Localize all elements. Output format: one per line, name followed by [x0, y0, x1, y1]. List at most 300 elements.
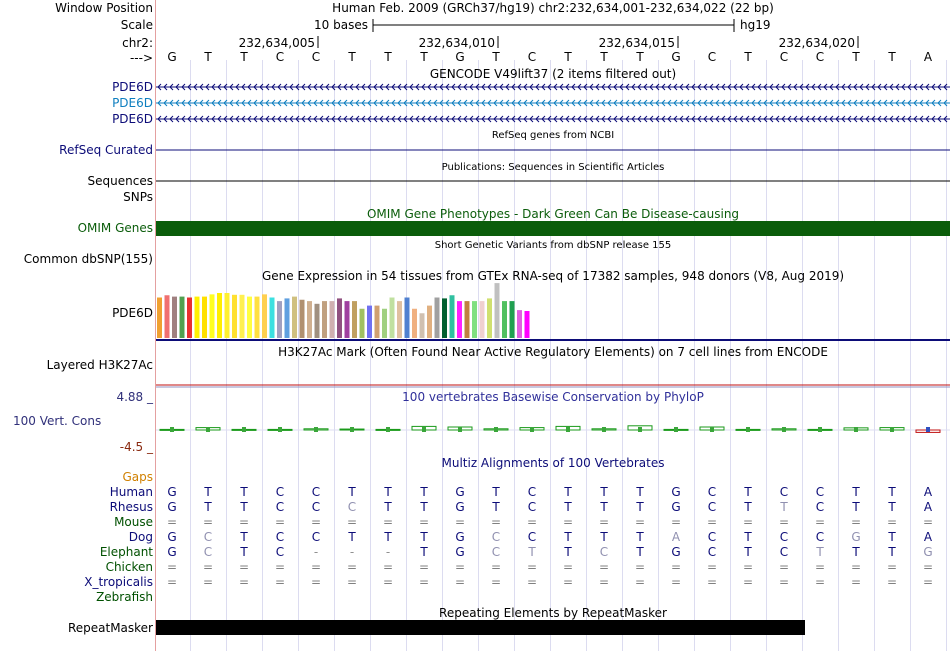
gtex-tissue-bar[interactable] [345, 301, 350, 338]
alignment-base: T [348, 485, 356, 499]
gtex-tissue-bar[interactable] [277, 301, 282, 338]
dbsnp-title: Short Genetic Variants from dbSNP release 155 [434, 240, 672, 251]
alignment-base: = [670, 575, 682, 589]
reference-base: A [923, 50, 933, 64]
alignment-base: C [527, 485, 537, 499]
alignment-base: = [238, 575, 250, 589]
alignment-base: A [923, 500, 933, 514]
gtex-tissue-bar[interactable] [472, 301, 477, 338]
phylop-point [458, 427, 462, 432]
alignment-base: = [202, 515, 214, 529]
gencode-transcript[interactable] [156, 116, 950, 122]
h3k27ac-label[interactable]: Layered H3K27Ac [46, 358, 153, 372]
alignment-base: C [779, 485, 789, 499]
gtex-tissue-bar[interactable] [210, 294, 215, 338]
alignment-base: T [888, 485, 896, 499]
phylop-point [854, 427, 858, 432]
alignment-base: C [707, 485, 717, 499]
alignment-base: = [886, 575, 898, 589]
alignment-base: C [779, 530, 789, 544]
phylop-label[interactable]: 100 Vert. Cons [13, 414, 102, 428]
alignment-base: T [636, 545, 644, 559]
gtex-tissue-bar[interactable] [412, 309, 417, 338]
gtex-tissue-bar[interactable] [337, 298, 342, 338]
alignment-base: = [346, 515, 358, 529]
publications-title: Publications: Sequences in Scientific Articles [441, 162, 665, 173]
alignment-base: = [310, 515, 322, 529]
reference-base: T [852, 50, 860, 64]
alignment-base: T [600, 485, 608, 499]
gtex-tissue-bar[interactable] [330, 301, 335, 338]
gtex-tissue-bar[interactable] [420, 313, 425, 338]
alignment-base: = [598, 515, 610, 529]
multiz-title: Multiz Alignments of 100 Vertebrates [441, 456, 665, 470]
alignment-base: = [814, 515, 826, 529]
alignment-base: T [636, 500, 644, 514]
species-mouse-label[interactable]: Mouse [114, 515, 153, 529]
alignment-base: = [346, 560, 358, 574]
alignment-base: A [923, 530, 933, 544]
reference-base: T [240, 50, 248, 64]
alignment-base: C [275, 530, 285, 544]
alignment-base: = [274, 575, 286, 589]
alignment-base: = [922, 575, 934, 589]
alignment-base: C [491, 545, 501, 559]
alignment-base: - [349, 545, 355, 559]
alignment-base: = [814, 560, 826, 574]
species-chicken-label[interactable]: Chicken [105, 560, 153, 574]
alignment-base: T [600, 530, 608, 544]
alignment-base: = [202, 575, 214, 589]
phylop-point [638, 427, 642, 432]
alignment-base: C [527, 500, 537, 514]
reference-base: T [204, 50, 212, 64]
gencode-title: GENCODE V49lift37 (2 items filtered out) [429, 67, 677, 81]
position-ruler [239, 36, 858, 50]
ruler-position-label: 232,634,020 [778, 36, 855, 50]
phylop-point [422, 427, 426, 432]
alignment-base: = [202, 560, 214, 574]
reference-base: C [707, 50, 717, 64]
alignment-base: T [564, 530, 572, 544]
alignment-base: = [742, 575, 754, 589]
alignment-base: T [492, 485, 500, 499]
species-rhesus-label[interactable]: Rhesus [109, 500, 153, 514]
alignment-base: T [240, 545, 248, 559]
alignment-base: C [707, 530, 717, 544]
alignment-base: T [744, 500, 752, 514]
track-labels-panel [0, 0, 155, 651]
alignment-base: C [527, 530, 537, 544]
window-position-label: Window Position [55, 1, 153, 15]
gtex-title: Gene Expression in 54 tissues from GTEx RNA-seq of 17382 samples, 948 donors (V8, Aug 2019) [261, 269, 845, 283]
reference-base: T [564, 50, 572, 64]
gtex-tissue-bar[interactable] [360, 309, 365, 338]
strand-label: ---> [129, 51, 153, 65]
alignment-base: = [634, 515, 646, 529]
gtex-tissue-bar[interactable] [307, 301, 312, 338]
alignment-base: T [420, 530, 428, 544]
alignment-base: T [384, 530, 392, 544]
alignment-base: C [311, 500, 321, 514]
alignment-base: T [744, 545, 752, 559]
alignment-base: C [815, 500, 825, 514]
gtex-tissue-bar[interactable] [525, 311, 530, 338]
alignment-base: = [454, 560, 466, 574]
alignment-base: = [922, 560, 934, 574]
phylop-point [746, 427, 750, 432]
genome-browser-image[interactable] [156, 0, 950, 651]
reference-base: C [815, 50, 825, 64]
alignment-base: T [564, 485, 572, 499]
gtex-tissue-bar[interactable] [457, 301, 462, 338]
ruler-position-label: 232,634,005 [238, 36, 315, 50]
alignment-base: G [671, 485, 681, 499]
refseq-title: RefSeq genes from NCBI [491, 130, 615, 141]
alignment-base: = [742, 515, 754, 529]
alignment-base: = [814, 575, 826, 589]
alignment-base: T [348, 530, 356, 544]
alignment-base: G [167, 545, 177, 559]
phylop-point [674, 427, 678, 432]
alignment-base: G [851, 530, 861, 544]
gtex-tissue-bar[interactable] [232, 295, 237, 338]
alignment-base: C [275, 485, 285, 499]
alignment-base: = [454, 575, 466, 589]
species-dog-label[interactable]: Dog [128, 530, 153, 544]
alignment-base: = [562, 575, 574, 589]
alignment-base: = [670, 515, 682, 529]
alignment-base: C [311, 485, 321, 499]
alignment-base: T [492, 500, 500, 514]
gtex-tissue-bar[interactable] [442, 298, 447, 338]
scale-label: Scale [120, 18, 153, 32]
alignment-base: = [274, 515, 286, 529]
gtex-tissue-bar[interactable] [352, 301, 357, 338]
alignment-base: = [382, 515, 394, 529]
alignment-base: = [706, 515, 718, 529]
alignment-base: = [922, 515, 934, 529]
alignment-base: = [598, 575, 610, 589]
species-zebrafish-label[interactable]: Zebrafish [96, 590, 153, 604]
phylop-point [242, 427, 246, 432]
alignment-base: = [238, 560, 250, 574]
reference-base: T [600, 50, 608, 64]
dbsnp-label[interactable]: Common dbSNP(155) [23, 252, 153, 266]
alignment-base: T [744, 485, 752, 499]
phylop-point [314, 427, 318, 432]
gtex-tissue-bar[interactable] [202, 297, 207, 338]
gtex-tissue-bar[interactable] [465, 301, 470, 338]
alignment-base: = [634, 560, 646, 574]
omim-title: OMIM Gene Phenotypes - Dark Green Can Be Disease-causing [366, 207, 740, 221]
phylop-point [494, 427, 498, 432]
track-canvas[interactable] [156, 0, 950, 651]
alignment-base: T [816, 545, 824, 559]
gtex-tissue-bar[interactable] [382, 309, 387, 338]
scale-assembly: hg19 [740, 18, 771, 32]
gtex-tissue-bar[interactable] [315, 304, 320, 338]
gtex-tissue-bar[interactable] [292, 297, 297, 338]
gtex-tissue-bar[interactable] [450, 295, 455, 338]
alignment-base: G [923, 545, 933, 559]
alignment-base: T [888, 530, 896, 544]
scale-bar-label: 10 bases [314, 18, 368, 32]
phylop-point [278, 427, 282, 432]
chr-label: chr2: [122, 36, 153, 50]
gtex-tissue-bar[interactable] [247, 297, 252, 338]
alignment-base: = [490, 515, 502, 529]
alignment-base: = [418, 575, 430, 589]
alignment-base: = [562, 515, 574, 529]
reference-base: T [744, 50, 752, 64]
alignment-base: C [203, 530, 213, 544]
gencode-transcript[interactable] [156, 100, 950, 106]
alignment-base: = [742, 560, 754, 574]
alignment-base: = [382, 575, 394, 589]
alignment-base: C [203, 545, 213, 559]
alignment-base: = [274, 560, 286, 574]
alignment-base: = [490, 575, 502, 589]
phylop-max-label: 4.88 _ [116, 390, 153, 404]
gtex-tissue-bar[interactable] [435, 298, 440, 339]
gencode-item-1-label[interactable]: PDE6D [112, 80, 153, 94]
window-position-value: Human Feb. 2009 (GRCh37/hg19) chr2:232,634,001-232,634,022 (22 bp) [332, 1, 774, 15]
gencode-item-3-label[interactable]: PDE6D [112, 112, 153, 126]
species-human-label[interactable]: Human [109, 485, 153, 499]
gencode-transcript[interactable] [156, 84, 950, 90]
reference-base: T [492, 50, 500, 64]
alignment-base: T [384, 485, 392, 499]
sequences-label[interactable]: Sequences [87, 174, 153, 188]
alignment-base: T [420, 500, 428, 514]
reference-base: G [167, 50, 177, 64]
alignment-base: = [706, 575, 718, 589]
gtex-tissue-bar[interactable] [405, 298, 410, 339]
alignment-base: T [852, 485, 860, 499]
phylop-point [350, 427, 354, 432]
alignment-base: = [850, 515, 862, 529]
alignment-base: C [599, 545, 609, 559]
alignment-base: = [490, 560, 502, 574]
h3k27ac-title: H3K27Ac Mark (Often Found Near Active Regulatory Elements) on 7 cell lines from ENCODE [278, 345, 828, 359]
alignment-base: = [886, 560, 898, 574]
alignment-base: T [852, 500, 860, 514]
reference-base: T [888, 50, 896, 64]
gtex-tissue-bar[interactable] [300, 300, 305, 338]
alignment-base: = [418, 560, 430, 574]
gtex-tissue-bar[interactable] [390, 298, 395, 339]
alignment-base: - [385, 545, 391, 559]
repeatmasker-title: Repeating Elements by RepeatMasker [439, 606, 667, 620]
alignment-base: T [780, 500, 788, 514]
reference-base: T [420, 50, 428, 64]
alignment-base: T [420, 545, 428, 559]
phylop-point [206, 427, 210, 432]
alignment-base: C [491, 530, 501, 544]
alignment-base: G [671, 545, 681, 559]
alignment-base: T [744, 530, 752, 544]
alignment-base: T [204, 485, 212, 499]
alignment-base: = [778, 560, 790, 574]
alignment-base: = [238, 515, 250, 529]
alignment-base: = [886, 515, 898, 529]
gtex-tissue-bar[interactable] [195, 297, 200, 338]
omim-gene-bar[interactable] [156, 221, 950, 236]
reference-base: C [311, 50, 321, 64]
alignment-base: C [275, 545, 285, 559]
gtex-tissue-bar[interactable] [427, 306, 432, 338]
alignment-base: - [313, 545, 319, 559]
alignment-base: = [526, 515, 538, 529]
reference-base: C [779, 50, 789, 64]
gtex-tissue-bar[interactable] [480, 301, 485, 338]
species-xtropicalis-label[interactable]: X_tropicalis [84, 575, 153, 589]
alignment-base: C [311, 530, 321, 544]
gtex-tissue-bar[interactable] [240, 295, 245, 338]
gtex-tissue-bar[interactable] [172, 297, 177, 338]
phylop-point [926, 427, 930, 432]
gencode-item-2-label[interactable]: PDE6D [112, 96, 153, 110]
gtex-tissue-bar[interactable] [502, 301, 507, 338]
alignment-base: A [923, 485, 933, 499]
alignment-base: G [167, 485, 177, 499]
alignment-base: = [418, 515, 430, 529]
reference-base: C [527, 50, 537, 64]
snps-label[interactable]: SNPs [123, 190, 153, 204]
reference-base: T [384, 50, 392, 64]
alignment-base: = [778, 515, 790, 529]
alignment-base: = [454, 515, 466, 529]
alignment-base: C [707, 545, 717, 559]
gtex-bars[interactable] [157, 283, 530, 338]
alignment-base: C [779, 545, 789, 559]
alignment-base: = [598, 560, 610, 574]
alignment-base: T [888, 545, 896, 559]
gtex-tissue-bar[interactable] [217, 293, 222, 338]
alignment-base: = [562, 560, 574, 574]
alignment-base: G [455, 485, 465, 499]
gtex-tissue-bar[interactable] [165, 295, 170, 338]
gtex-tissue-bar[interactable] [270, 298, 275, 339]
gtex-label[interactable]: PDE6D [112, 306, 153, 320]
phylop-point [530, 427, 534, 432]
alignment-base: C [815, 530, 825, 544]
alignment-base: C [347, 500, 357, 514]
gtex-tissue-bar[interactable] [187, 298, 192, 339]
omim-label[interactable]: OMIM Genes [77, 221, 153, 235]
alignment-base: = [850, 575, 862, 589]
alignment-base: T [420, 485, 428, 499]
alignment-base: T [240, 500, 248, 514]
alignment-base: T [204, 500, 212, 514]
gtex-tissue-bar[interactable] [510, 301, 515, 338]
gtex-tissue-bar[interactable] [397, 301, 402, 338]
phylop-point [566, 427, 570, 432]
phylop-point [890, 427, 894, 432]
alignment-base: = [634, 575, 646, 589]
alignment-base: T [600, 500, 608, 514]
repeatmasker-element[interactable] [156, 620, 805, 635]
species-elephant-label[interactable]: Elephant [99, 545, 153, 559]
refseq-label[interactable]: RefSeq Curated [59, 143, 153, 157]
gencode-track[interactable] [156, 84, 950, 122]
alignment-base: G [671, 500, 681, 514]
gtex-tissue-bar[interactable] [180, 297, 185, 338]
ruler-position-label: 232,634,010 [418, 36, 495, 50]
reference-base: T [636, 50, 644, 64]
alignment-base: T [384, 500, 392, 514]
gtex-tissue-bar[interactable] [255, 297, 260, 338]
gtex-tissue-bar[interactable] [487, 298, 492, 338]
alignment-base: = [778, 575, 790, 589]
reference-base: C [275, 50, 285, 64]
reference-base: G [455, 50, 465, 64]
alignment-base: G [455, 545, 465, 559]
alignment-base: = [166, 575, 178, 589]
alignment-base: T [528, 545, 536, 559]
alignment-base: T [852, 545, 860, 559]
gtex-tissue-bar[interactable] [322, 301, 327, 338]
phylop-track[interactable] [156, 426, 950, 433]
alignment-base: = [166, 515, 178, 529]
gtex-tissue-bar[interactable] [262, 294, 267, 338]
alignment-base: = [670, 560, 682, 574]
alignment-base: = [310, 560, 322, 574]
alignment-base: = [850, 560, 862, 574]
alignment-base: C [707, 500, 717, 514]
alignment-base: T [564, 545, 572, 559]
alignment-base: = [346, 575, 358, 589]
phylop-point [170, 427, 174, 432]
gtex-tissue-bar[interactable] [375, 306, 380, 338]
alignment-base: G [455, 530, 465, 544]
repeatmasker-label[interactable]: RepeatMasker [67, 621, 153, 635]
alignment-base: = [526, 560, 538, 574]
ruler-position-label: 232,634,015 [598, 36, 675, 50]
gtex-tissue-bar[interactable] [225, 293, 230, 338]
phylop-point [710, 427, 714, 432]
gtex-tissue-bar[interactable] [285, 298, 290, 338]
alignment-base: T [888, 500, 896, 514]
gtex-tissue-bar[interactable] [367, 306, 372, 338]
gaps-label: Gaps [122, 470, 153, 484]
alignment-base: = [310, 575, 322, 589]
gtex-tissue-bar[interactable] [517, 310, 522, 338]
alignment-base: C [275, 500, 285, 514]
gtex-tissue-bar[interactable] [157, 298, 162, 339]
alignment-base: G [167, 500, 177, 514]
alignment-base: A [671, 530, 681, 544]
gtex-tissue-bar[interactable] [495, 283, 500, 338]
reference-base: G [671, 50, 681, 64]
phylop-point [602, 427, 606, 432]
phylop-point [386, 427, 390, 432]
alignment-base: C [815, 485, 825, 499]
alignment-base: G [455, 500, 465, 514]
alignment-base: T [636, 530, 644, 544]
alignment-base: G [167, 530, 177, 544]
reference-base: T [348, 50, 356, 64]
phylop-point [818, 427, 822, 432]
alignment-base: = [706, 560, 718, 574]
phylop-min-label: -4.5 _ [119, 440, 153, 454]
alignment-base: = [166, 560, 178, 574]
alignment-base: T [240, 485, 248, 499]
alignment-base: T [564, 500, 572, 514]
phylop-title: 100 vertebrates Basewise Conservation by PhyloP [402, 390, 704, 404]
alignment-base: T [636, 485, 644, 499]
